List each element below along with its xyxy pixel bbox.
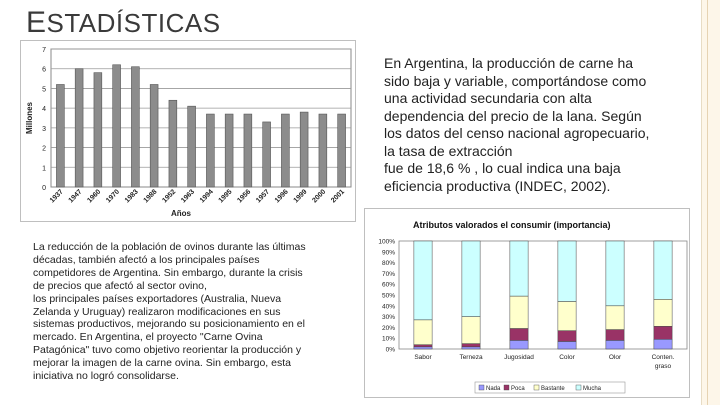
stacked-bar-segment bbox=[654, 241, 672, 299]
reduction-paragraph-line: competidores de Argentina. Sin embargo, durante la crisis bbox=[33, 266, 303, 279]
legend-label: Poca bbox=[511, 386, 525, 392]
reduction-paragraph-line: de precios que afectó al sector ovino, bbox=[33, 279, 207, 292]
decorative-frame-line bbox=[707, 0, 708, 405]
bar bbox=[319, 114, 327, 187]
y-tick-label: 30% bbox=[381, 314, 395, 322]
legend-label: Bastante bbox=[541, 386, 565, 392]
x-tick-label: 1963 bbox=[180, 188, 197, 205]
y-tick-label: 60% bbox=[381, 281, 395, 289]
x-tick-label: Conten. graso bbox=[651, 354, 675, 370]
production-paragraph bbox=[384, 55, 684, 195]
x-tick-label: Color bbox=[559, 354, 575, 361]
bar bbox=[56, 84, 64, 187]
stacked-bar-segment bbox=[462, 344, 480, 347]
bar bbox=[338, 114, 346, 187]
y-tick-label: 5 bbox=[42, 86, 46, 94]
stacked-bar-segment bbox=[510, 340, 528, 349]
x-tick-label: 1983 bbox=[123, 188, 140, 205]
x-axis-label: Años bbox=[171, 209, 191, 218]
x-tick-label: Sabor bbox=[414, 354, 432, 361]
stacked-bar-segment bbox=[606, 306, 624, 330]
bar bbox=[300, 112, 308, 187]
stacked-bar-segment bbox=[510, 328, 528, 340]
bar bbox=[94, 73, 102, 187]
x-tick-label: Terneza bbox=[459, 354, 483, 361]
reduction-paragraph-line: sistemas productivos, mejorando su posicionamiento en el bbox=[33, 318, 305, 331]
stacked-bar-segment bbox=[414, 241, 432, 320]
x-tick-label: 1956 bbox=[236, 188, 253, 205]
y-tick-label: 4 bbox=[42, 106, 46, 114]
y-tick-label: 50% bbox=[381, 292, 395, 300]
legend-label: Nada bbox=[486, 386, 501, 392]
stacked-bar-segment bbox=[558, 301, 576, 330]
slide-title bbox=[26, 6, 221, 40]
bar bbox=[206, 114, 214, 187]
y-tick-label: 80% bbox=[381, 260, 395, 268]
production-paragraph-line: fue de 18,6 % , lo cual indica una baja bbox=[384, 160, 621, 176]
x-tick-label: 1988 bbox=[142, 188, 159, 205]
x-tick-label: 2000 bbox=[311, 188, 328, 205]
reduction-paragraph-line: Zelanda y Uruguay) realizaron modificaciones en sus bbox=[33, 305, 281, 318]
x-tick-label: 1957 bbox=[255, 188, 272, 205]
y-tick-label: 0% bbox=[385, 346, 395, 354]
bar bbox=[188, 106, 196, 187]
stacked-bar-segment bbox=[654, 339, 672, 349]
production-paragraph-line: una actividad secundaria con alta bbox=[384, 90, 592, 106]
reduction-paragraph-line: mejorar la imagen de la carne ovina. Sin embargo, esta bbox=[33, 357, 291, 370]
x-tick-label: Jugosidad bbox=[504, 354, 534, 361]
stacked-bar-segment bbox=[462, 241, 480, 317]
bar bbox=[263, 122, 271, 187]
x-tick-label: 1960 bbox=[86, 188, 103, 205]
y-tick-label: 2 bbox=[42, 145, 46, 153]
x-tick-label: Olor bbox=[608, 354, 622, 361]
sheep-population-chart bbox=[20, 40, 356, 222]
stacked-bar-segment bbox=[414, 320, 432, 345]
stacked-bar-segment bbox=[414, 347, 432, 349]
sheep-population-chart-svg bbox=[21, 41, 355, 221]
bar bbox=[113, 65, 121, 187]
y-tick-label: 0 bbox=[42, 185, 46, 192]
legend-swatch bbox=[534, 385, 539, 390]
x-tick-label: 1970 bbox=[105, 188, 122, 205]
stacked-bar-segment bbox=[558, 331, 576, 342]
stacked-bar-segment bbox=[558, 341, 576, 349]
reduction-paragraph-line: los principales países exportadores (Australia, Nueva bbox=[33, 292, 282, 305]
x-tick-label: 1937 bbox=[48, 188, 65, 205]
production-paragraph-line: los datos del censo nacional agropecuario, bbox=[384, 125, 650, 141]
legend-swatch bbox=[504, 385, 509, 390]
decorative-frame bbox=[701, 0, 720, 405]
stacked-bar-segment bbox=[654, 326, 672, 339]
y-tick-label: 90% bbox=[381, 249, 395, 257]
stacked-bar-segment bbox=[606, 241, 624, 306]
x-tick-label: 1999 bbox=[292, 188, 309, 205]
y-tick-label: 100% bbox=[378, 238, 395, 246]
legend-swatch bbox=[576, 385, 581, 390]
stacked-bar-segment bbox=[462, 317, 480, 344]
y-tick-label: 70% bbox=[381, 270, 395, 278]
stacked-bar-segment bbox=[510, 241, 528, 296]
y-tick-label: 6 bbox=[42, 66, 46, 74]
x-tick-label: 2001 bbox=[330, 188, 347, 205]
bar bbox=[225, 114, 233, 187]
plot-area bbox=[399, 241, 687, 349]
stacked-bar-segment bbox=[510, 296, 528, 328]
reduction-paragraph-line: La reducción de la población de ovinos durante las últimas bbox=[33, 241, 306, 253]
stacked-bar-segment bbox=[606, 330, 624, 341]
valued-attributes-chart bbox=[364, 208, 690, 398]
bar bbox=[131, 67, 139, 187]
stacked-bar-segment bbox=[462, 347, 480, 349]
reduction-paragraph-line: Patagónica" tuvo como objetivo reorientar la producción y bbox=[33, 344, 302, 357]
legend-label: Mucha bbox=[583, 386, 602, 392]
x-tick-label: 1995 bbox=[217, 188, 234, 205]
x-tick-label: 1996 bbox=[273, 188, 290, 205]
stacked-bar-segment bbox=[654, 299, 672, 326]
x-tick-label: 1952 bbox=[161, 188, 178, 205]
chart-title: Atributos valorados el consumir (importancia) bbox=[413, 220, 611, 230]
slide-title-initial: E bbox=[26, 6, 47, 39]
stacked-bar-segment bbox=[558, 241, 576, 301]
y-tick-label: 7 bbox=[42, 47, 46, 54]
y-tick-label: 10% bbox=[381, 335, 395, 343]
legend-swatch bbox=[479, 385, 484, 390]
production-paragraph-line: la tasa de extracción bbox=[384, 142, 513, 159]
y-tick-label: 20% bbox=[381, 324, 395, 332]
production-paragraph-line: En Argentina, la producción de carne ha bbox=[384, 55, 634, 71]
slide-title-rest: STADÍSTICAS bbox=[46, 8, 221, 38]
bar bbox=[169, 100, 177, 187]
y-tick-label: 40% bbox=[381, 303, 395, 311]
x-tick-label: 1994 bbox=[198, 188, 215, 205]
stacked-bar-segment bbox=[414, 345, 432, 347]
production-paragraph-line: dependencia del precio de la lana. Según bbox=[384, 107, 642, 124]
reduction-paragraph-line: mercado. En Argentina, el proyecto "Carne Ovina bbox=[33, 331, 263, 344]
y-tick-label: 1 bbox=[42, 165, 46, 173]
reduction-paragraph bbox=[33, 241, 333, 383]
bar bbox=[244, 114, 252, 187]
stacked-bar-segment bbox=[606, 340, 624, 349]
x-tick-label: 1947 bbox=[67, 188, 84, 205]
bar bbox=[75, 69, 83, 187]
bar bbox=[150, 84, 158, 187]
reduction-paragraph-line: décadas, también afectó a los principales países bbox=[33, 253, 260, 266]
reduction-paragraph-line: iniciativa no logró consolidarse. bbox=[33, 370, 179, 383]
production-paragraph-line: sido baja y variable, comportándose como bbox=[384, 72, 647, 89]
y-axis-label: Millones bbox=[25, 101, 34, 135]
y-tick-label: 3 bbox=[42, 125, 46, 133]
bar bbox=[281, 114, 289, 187]
valued-attributes-chart-svg bbox=[365, 209, 689, 397]
production-paragraph-line: eficiencia productiva (INDEC, 2002). bbox=[384, 177, 611, 194]
